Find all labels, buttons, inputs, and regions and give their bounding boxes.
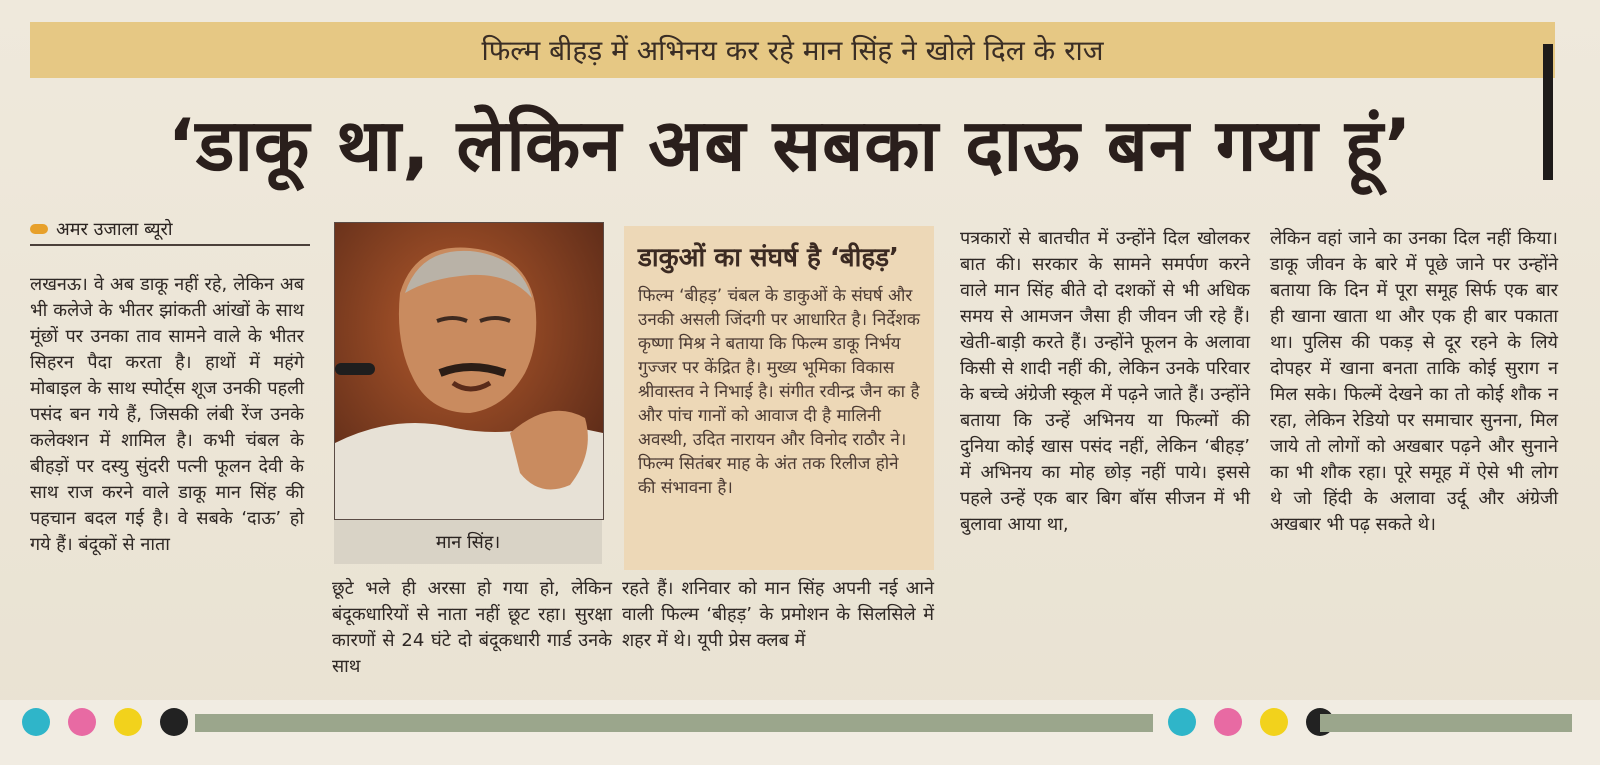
sidebar-body: फिल्म ‘बीहड़’ चंबल के डाकुओं के संघर्ष और उनकी असली जिंदगी पर आधारित है। निर्देशक कृष्णा मिश्र ने बताया कि फिल्म डाकू निर्भय गुज्जर पर केंद्रित है। मुख्य भूमिका विकास श्रीवास्तव ने निभाई है। संगीत रवीन्द्र जैन का है और पांच गानों को आवाज दी है मालिनी अवस्थी, उदित नारायन और विनोद राठौर ने। फिल्म सितंबर माह के अंत तक रिलीज होने की संभावना है।: [638, 286, 920, 498]
magenta-dot: [68, 708, 96, 736]
article-column-5: लेकिन वहां जाने का उनका दिल नहीं किया। डाकू जीवन के बारे में पूछे जाने पर उन्होंने बताया कि दिन में पूरा समूह सिर्फ एक बार ही खाना खाता था और एक ही बार पकाता था। पुलिस की पकड़ से दूर रहने के लिये दोपहर में खाना बनता ताकि कोई सुराग न मिल सके। फिल्में देखने का तो कोई शौक न रहा, लेकिन रेडियो पर समाचार सुनना, मिल जाये तो लोगों को अखबार पढ़ने और सुनाने का भी शौक रहा। पूरे समूह में ऐसे भी लोग थे जो हिंदी के अलावा उर्दू और अंग्रेजी अखबार भी पढ़ सकते थे।: [1270, 228, 1558, 535]
cyan-dot: [22, 708, 50, 736]
magenta-dot: [1214, 708, 1242, 736]
sidebar-box: [624, 226, 934, 570]
article-column-1: लखनऊ। वे अब डाकू नहीं रहे, लेकिन अब भी कलेजे के भीतर झांकती आंखों के साथ मूंछों पर उनका ताव सामने वाले के भीतर सिहरन पैदा करता है। हाथों में महंगे मोबाइल के साथ स्पोर्ट्स शूज उनकी पहली पसंद बन गये हैं, जिसकी लंबी रेंज उनके कलेक्शन में शामिल है। कभी चंबल के बीहड़ों पर दस्यु सुंदरी पत्नी फूलन देवी के साथ राज करने वाले डाकू मान सिंह की पहचान बदल गई है। वे सबके ‘दाऊ’ हो गये हैं। बंदूकों से नाता: [30, 274, 304, 555]
photo-man-singh: [334, 222, 604, 520]
registration-dots-right: [1168, 708, 1334, 736]
print-margin: [0, 700, 1600, 765]
cyan-dot: [1168, 708, 1196, 736]
right-rule: [1543, 44, 1553, 180]
headline: ‘डाकू था, लेकिन अब सबका दाऊ बन गया हूं’: [167, 103, 1413, 187]
portrait-illustration: [335, 223, 603, 519]
article-column-2: छूटे भले ही अरसा हो गया हो, लेकिन बंदूकधारियों से नाता नहीं छूट रहा। सुरक्षा कारणों से 24 घंटे दो बंदूकधारी गार्ड उनके साथ: [332, 578, 612, 677]
yellow-dot: [114, 708, 142, 736]
byline-bullet-icon: [30, 224, 48, 234]
photo-caption: मान सिंह।: [334, 520, 602, 564]
byline-text: अमर उजाला ब्यूरो: [56, 219, 173, 240]
article-column-4: पत्रकारों से बातचीत में उन्होंने दिल खोलकर बात की। सरकार के सामने समर्पण करने वाले मान सिंह बीते दो दशकों से भी अधिक समय से आमजन जैसा ही जीवन जी रहे हैं। खेती-बाड़ी करते हैं। उन्होंने फूलन के अलावा किसी से शादी नहीं की, लेकिन उनके परिवार के बच्चे अंग्रेजी स्कूल में पढ़ने जाते हैं। उन्होंने बताया कि उन्हें अभिनय या फिल्मों की दुनिया कोई खास पसंद नहीं, लेकिन ‘बीहड़’ में अभिनय का मोह छोड़ नहीं पाये। इससे पहले उन्हें एक बार बिग बॉस सीजन में भी बुलावा आया था,: [960, 228, 1250, 535]
registration-dots-left: [22, 708, 188, 736]
registration-bar-left: [195, 714, 1153, 732]
kicker-text: फिल्म बीहड़ में अभिनय कर रहे मान सिंह ने खोले दिल के राज: [481, 34, 1104, 67]
sidebar-title: डाकुओं का संघर्ष है ‘बीहड़’: [638, 243, 899, 273]
black-dot: [160, 708, 188, 736]
kicker-strip: [30, 22, 1555, 78]
registration-bar-right: [1320, 714, 1572, 732]
article-column-3: रहते हैं। शनिवार को मान सिंह अपनी नई आने वाली फिल्म ‘बीहड़’ के प्रमोशन के सिलसिले में शहर में थे। यूपी प्रेस क्लब में: [622, 578, 934, 651]
yellow-dot: [1260, 708, 1288, 736]
byline: [30, 214, 310, 246]
